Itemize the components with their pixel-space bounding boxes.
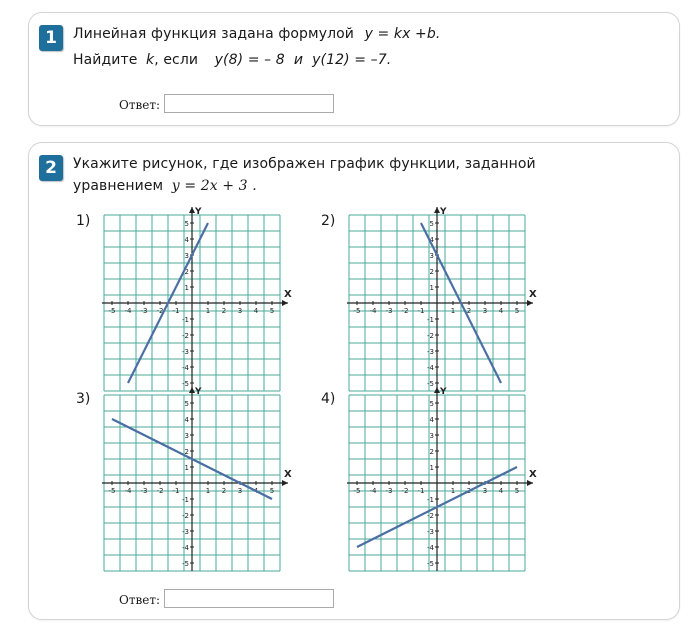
y-tick-label: -2 bbox=[427, 332, 434, 340]
y-tick-label: 4 bbox=[429, 416, 434, 424]
x-tick-label: 5 bbox=[269, 487, 275, 495]
question-number-badge: 2 bbox=[39, 155, 63, 181]
x-tick-label: 4 bbox=[253, 487, 259, 495]
y-tick-label: -1 bbox=[182, 316, 189, 324]
answer-label: Ответ: bbox=[119, 98, 161, 112]
option-1-label: 1) bbox=[76, 213, 91, 229]
option-3-label: 3) bbox=[76, 391, 91, 407]
x-axis-arrow bbox=[527, 300, 533, 306]
x-tick-label: 3 bbox=[482, 307, 488, 315]
x-axis-arrow bbox=[282, 480, 288, 486]
y-axis-label: Y bbox=[195, 387, 202, 397]
y-tick-label: 1 bbox=[429, 284, 434, 292]
y-tick-label: -4 bbox=[427, 544, 434, 552]
y-axis-label: Y bbox=[440, 387, 447, 397]
q2-formula: y = 2x + 3 . bbox=[171, 178, 257, 194]
y-axis-label: Y bbox=[195, 207, 202, 217]
q1-if-text: , если bbox=[154, 52, 199, 68]
y-tick-label: 1 bbox=[184, 284, 189, 292]
x-tick-label: 5 bbox=[514, 307, 520, 315]
x-tick-label: 2 bbox=[466, 307, 472, 315]
y-tick-label: 3 bbox=[429, 252, 434, 260]
y-tick-label: 5 bbox=[429, 220, 434, 228]
y-tick-label: 3 bbox=[184, 432, 189, 440]
question-2-card bbox=[28, 142, 680, 620]
y-tick-label: -4 bbox=[182, 364, 189, 372]
x-tick-label: 5 bbox=[269, 307, 275, 315]
x-tick-label: -5 bbox=[353, 487, 361, 495]
question-1-text-line2 bbox=[73, 49, 391, 71]
y-tick-label: -4 bbox=[427, 364, 434, 372]
x-tick-label: -5 bbox=[353, 307, 361, 315]
x-tick-label: -4 bbox=[124, 307, 132, 315]
x-axis-arrow bbox=[282, 300, 288, 306]
x-tick-label: -3 bbox=[385, 487, 393, 495]
answer-input-q2[interactable] bbox=[164, 589, 334, 608]
x-tick-label: -5 bbox=[108, 307, 116, 315]
y-tick-label: 2 bbox=[429, 268, 434, 276]
question-2-text-line2 bbox=[73, 175, 257, 197]
y-tick-label: -3 bbox=[427, 348, 434, 356]
x-tick-label: 1 bbox=[205, 487, 211, 495]
graph-option-2[interactable] bbox=[349, 207, 537, 388]
graph-option-1[interactable] bbox=[104, 207, 292, 388]
y-axis-label: Y bbox=[440, 207, 447, 217]
question-2-text-line1: Укажите рисунок, где изображен график функции, заданной bbox=[73, 156, 536, 172]
answer-label: Ответ: bbox=[119, 593, 161, 607]
y-tick-label: -5 bbox=[182, 560, 189, 568]
x-tick-label: -1 bbox=[417, 487, 425, 495]
y-tick-label: -1 bbox=[427, 496, 434, 504]
x-tick-label: -2 bbox=[156, 307, 164, 315]
q1-k-variable: k bbox=[146, 52, 155, 68]
y-tick-label: -4 bbox=[182, 544, 189, 552]
x-tick-label: -4 bbox=[124, 487, 132, 495]
y-tick-label: 3 bbox=[429, 432, 434, 440]
y-tick-label: 1 bbox=[184, 464, 189, 472]
q1-conditions: y(8) = – 8 и y(12) = –7. bbox=[214, 52, 392, 68]
y-tick-label: -2 bbox=[182, 332, 189, 340]
y-tick-label: 5 bbox=[184, 400, 189, 408]
y-tick-label: 2 bbox=[184, 268, 189, 276]
y-tick-label: 1 bbox=[429, 464, 434, 472]
y-tick-label: 4 bbox=[184, 416, 189, 424]
x-tick-label: 3 bbox=[237, 487, 243, 495]
y-tick-label: 2 bbox=[184, 448, 189, 456]
y-tick-label: -5 bbox=[182, 380, 189, 388]
graph-option-4[interactable] bbox=[349, 387, 537, 568]
answer-input-q1[interactable] bbox=[164, 94, 334, 113]
x-tick-label: 2 bbox=[221, 487, 227, 495]
x-tick-label: -5 bbox=[108, 487, 116, 495]
y-tick-label: 2 bbox=[429, 448, 434, 456]
q2-equation-text: уравнением bbox=[73, 178, 164, 194]
x-tick-label: -3 bbox=[385, 307, 393, 315]
question-1-card bbox=[28, 12, 680, 126]
x-tick-label: -2 bbox=[156, 487, 164, 495]
y-tick-label: -5 bbox=[427, 380, 434, 388]
y-tick-label: 3 bbox=[184, 252, 189, 260]
y-tick-label: -5 bbox=[427, 560, 434, 568]
x-tick-label: -4 bbox=[369, 487, 377, 495]
y-tick-label: 5 bbox=[184, 220, 189, 228]
option-4-label: 4) bbox=[321, 391, 336, 407]
x-tick-label: 4 bbox=[498, 487, 504, 495]
x-tick-label: 2 bbox=[466, 487, 472, 495]
x-tick-label: -1 bbox=[417, 307, 425, 315]
x-tick-label: -2 bbox=[401, 487, 409, 495]
y-tick-label: 5 bbox=[429, 400, 434, 408]
x-tick-label: 3 bbox=[482, 487, 488, 495]
x-tick-label: -1 bbox=[172, 487, 180, 495]
y-tick-label: -3 bbox=[182, 528, 189, 536]
option-2-label: 2) bbox=[321, 213, 336, 229]
x-tick-label: 5 bbox=[514, 487, 520, 495]
x-tick-label: -3 bbox=[140, 307, 148, 315]
x-axis-label: X bbox=[284, 469, 292, 480]
x-tick-label: 1 bbox=[450, 487, 456, 495]
x-tick-label: 4 bbox=[498, 307, 504, 315]
x-tick-label: -1 bbox=[172, 307, 180, 315]
q1-find-text: Найдите bbox=[73, 52, 138, 68]
y-tick-label: -2 bbox=[182, 512, 189, 520]
x-tick-label: 1 bbox=[205, 307, 211, 315]
x-tick-label: 3 bbox=[237, 307, 243, 315]
x-tick-label: -3 bbox=[140, 487, 148, 495]
y-tick-label: -1 bbox=[182, 496, 189, 504]
x-tick-label: 2 bbox=[221, 307, 227, 315]
y-tick-label: 4 bbox=[184, 236, 189, 244]
x-axis-label: X bbox=[529, 469, 537, 480]
x-tick-label: 4 bbox=[253, 307, 259, 315]
x-axis-arrow bbox=[527, 480, 533, 486]
y-tick-label: -3 bbox=[427, 528, 434, 536]
y-tick-label: -3 bbox=[182, 348, 189, 356]
y-tick-label: -1 bbox=[427, 316, 434, 324]
x-axis-label: X bbox=[529, 289, 537, 300]
q1-formula: y = kx +b. bbox=[364, 26, 441, 42]
q1-text: Линейная функция задана формулой bbox=[73, 26, 355, 42]
y-tick-label: 4 bbox=[429, 236, 434, 244]
question-1-text-line1 bbox=[73, 23, 440, 45]
x-tick-label: -4 bbox=[369, 307, 377, 315]
y-tick-label: -2 bbox=[427, 512, 434, 520]
graph-option-3[interactable] bbox=[104, 387, 292, 568]
x-tick-label: -2 bbox=[401, 307, 409, 315]
x-tick-label: 1 bbox=[450, 307, 456, 315]
x-axis-label: X bbox=[284, 289, 292, 300]
question-number-badge: 1 bbox=[39, 25, 63, 51]
